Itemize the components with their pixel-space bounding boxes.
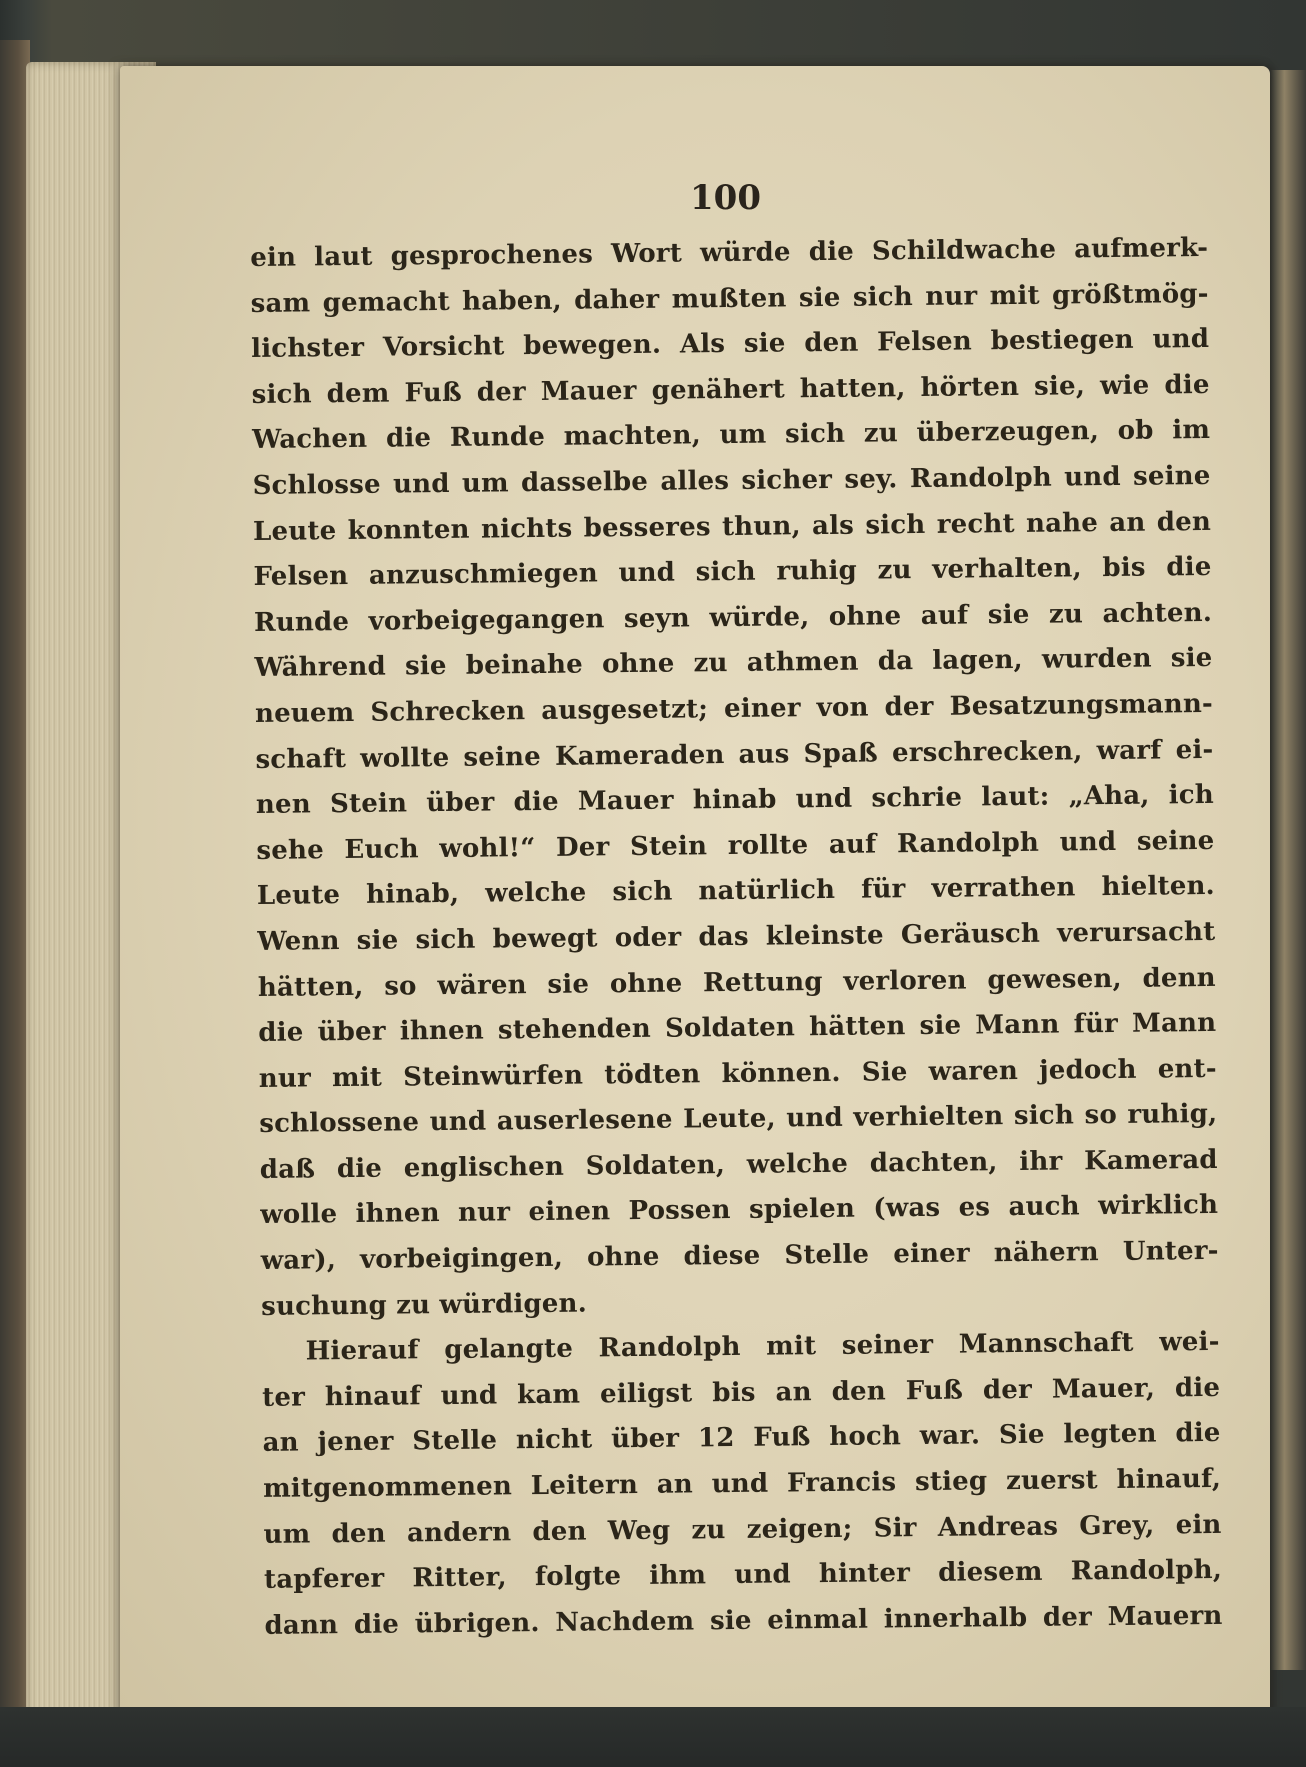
text-line: war), vorbeigingen, ohne diese Stelle einer nähern Unter- [260,1235,1219,1277]
text-line: Leute hinab, welche sich natürlich für verrathen hielten. [256,871,1216,912]
text-line: daß die englischen Soldaten, welche dachten, ihr Kamerad [259,1144,1218,1185]
text-line: nur mit Steinwürfen tödten können. Sie waren jedoch ent- [258,1053,1217,1094]
text-line: um den andern den Weg zu zeigen; Sir Andreas Grey, ein [263,1509,1222,1550]
text-line: Hierauf gelangte Randolph mit seiner Mannschaft wei- [305,1327,1220,1367]
text-line: Leute konnten nichts besseres thun, als sich recht nahe an den [252,506,1212,547]
text-line: sich dem Fuß der Mauer genähert hatten, hörten sie, wie die [251,369,1210,410]
text-line: schaft wollte seine Kameraden aus Spaß erschrecken, warf ei- [255,734,1214,775]
gutter-shadow [1270,70,1306,1670]
text-line: Wachen die Runde machten, um sich zu überzeugen, ob im [251,415,1211,456]
text-line: Während sie beinahe ohne zu athmen da lagen, wurden sie [254,643,1213,684]
text-line: dann die übrigen. Nachdem sie einmal innerhalb der Mauern [264,1600,1223,1641]
text-line: sehe Euch wohl!“ Der Stein rollte auf Randolph und seine [256,825,1215,866]
text-line: an jener Stelle nicht über 12 Fuß hoch war. Sie legten die [262,1418,1221,1459]
text-line: Felsen anzuschmiegen und sich ruhig zu verhalten, bis die [253,552,1212,593]
text-line: tapferer Ritter, folgte ihm und hinter diesem Randolph, [263,1555,1223,1596]
book-cover-bottom [0,1707,1306,1767]
text-line: Runde vorbeigegangen seyn würde, ohne auf sie zu achten. [253,597,1213,638]
text-line: nen Stein über die Mauer hinab und schrie laut: „Aha, ich [255,780,1215,821]
text-line: lichster Vorsicht bewegen. Als sie den Felsen bestiegen und [251,324,1210,365]
text-line: suchung zu würdigen. [261,1288,588,1322]
text-line: wolle ihnen nur einen Possen spielen (was es auch wirklich [260,1190,1219,1231]
text-line: sam gemacht haben, daher mußten sie sich nur mit größtmög- [250,278,1209,319]
text-line: ein laut gesprochenes Wort würde die Schildwache aufmerk- [250,232,1209,273]
text-line: mitgenommenen Leitern an und Francis stieg zuerst hinauf, [262,1463,1222,1504]
text-line: Schlosse und um dasselbe alles sicher sey. Randolph und seine [252,460,1211,501]
text-line: ter hinauf und kam eiligst bis an den Fuß der Mauer, die [262,1372,1221,1413]
page-number: 100 [690,178,761,218]
text-line: hätten, so wären sie ohne Rettung verloren gewesen, denn [257,962,1216,1003]
text-line: Wenn sie sich bewegt oder das kleinste Geräusch verursacht [257,916,1216,957]
text-line: schlossene und auserlesene Leute, und verhielten sich so ruhig, [259,1099,1218,1140]
text-line: neuem Schrecken ausgesetzt; einer von der Besatzungsmann- [254,688,1214,729]
text-line: die über ihnen stehenden Soldaten hätten sie Mann für Mann [258,1008,1217,1049]
body-text [250,226,1223,1649]
